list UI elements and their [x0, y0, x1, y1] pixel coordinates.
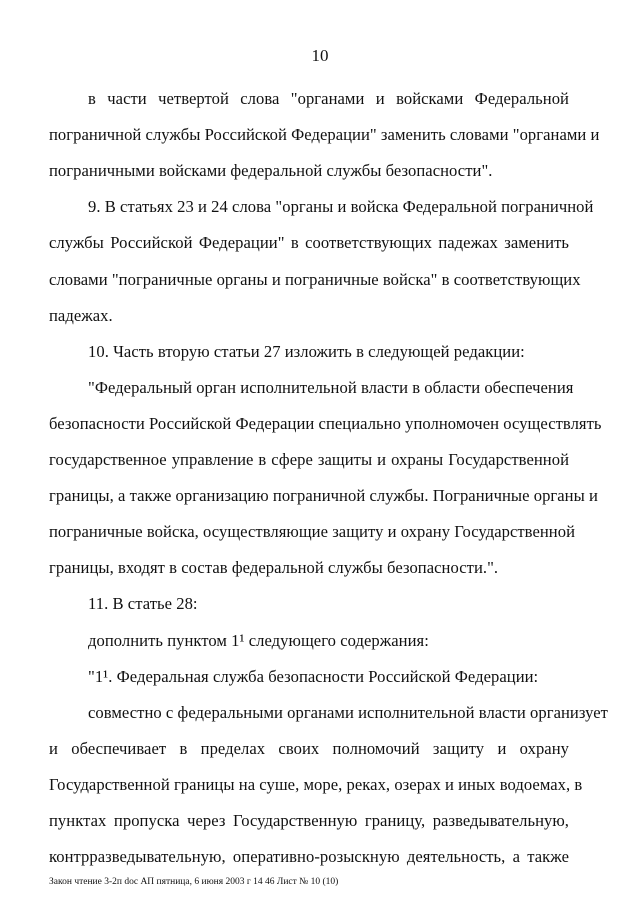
text-line: "1¹. Федеральная служба безопасности Российской Федерации:	[88, 666, 539, 686]
text-line: "Федеральный орган исполнительной власти в области обеспечения	[88, 377, 574, 397]
text-line: границы, а также организацию пограничной службы. Пограничные органы и	[49, 486, 598, 506]
text-line: Государственной границы на суше, море, реках, озерах и иных водоемах, в	[49, 774, 583, 794]
text-line: пограничные войска, осуществляющие защиту и охрану Государственной	[49, 522, 576, 542]
page-number: 10	[311, 46, 329, 65]
text-line: словами "пограничные органы и пограничные войска" в соответствующих	[49, 269, 581, 289]
text-line: 10. Часть вторую статьи 27 изложить в следующей редакции:	[88, 341, 525, 361]
text-line: безопасности Российской Федерации специально уполномочен осуществлять	[49, 413, 602, 433]
text-line: пограничными войсками федеральной службы безопасности".	[49, 161, 493, 181]
text-line: пунктах пропуска через Государственную границу, разведывательную,	[49, 811, 569, 830]
text-line: службы Российской Федерации" в соответствующих падежах заменить	[49, 233, 569, 253]
text-line: в части четвертой слова "органами и войсками Федеральной	[88, 89, 569, 108]
text-line: совместно с федеральными органами исполнительной власти организует	[88, 702, 608, 722]
text-line: пограничной службы Российской Федерации" заменить словами "органами и	[49, 125, 600, 145]
text-line: 11. В статье 28:	[88, 594, 198, 614]
text-line: границы, входят в состав федеральной службы безопасности.".	[49, 558, 499, 578]
text-line: государственное управление в сфере защиты и охраны Государственной	[49, 450, 569, 469]
text-line: контрразведывательную, оперативно-розыскную деятельность, а также	[49, 847, 569, 867]
text-line: и обеспечивает в пределах своих полномочий защиту и охрану	[49, 738, 569, 758]
text-line: дополнить пунктом 1¹ следующего содержания:	[88, 630, 429, 650]
text-line: падежах.	[49, 305, 113, 325]
text-line: 9. В статьях 23 и 24 слова "органы и войска Федеральной пограничной	[88, 197, 594, 217]
page-footer: Закон чтение 3-2п doc АП пятница, 6 июня 2003 г 14 46 Лист № 10 (10)	[49, 877, 339, 887]
